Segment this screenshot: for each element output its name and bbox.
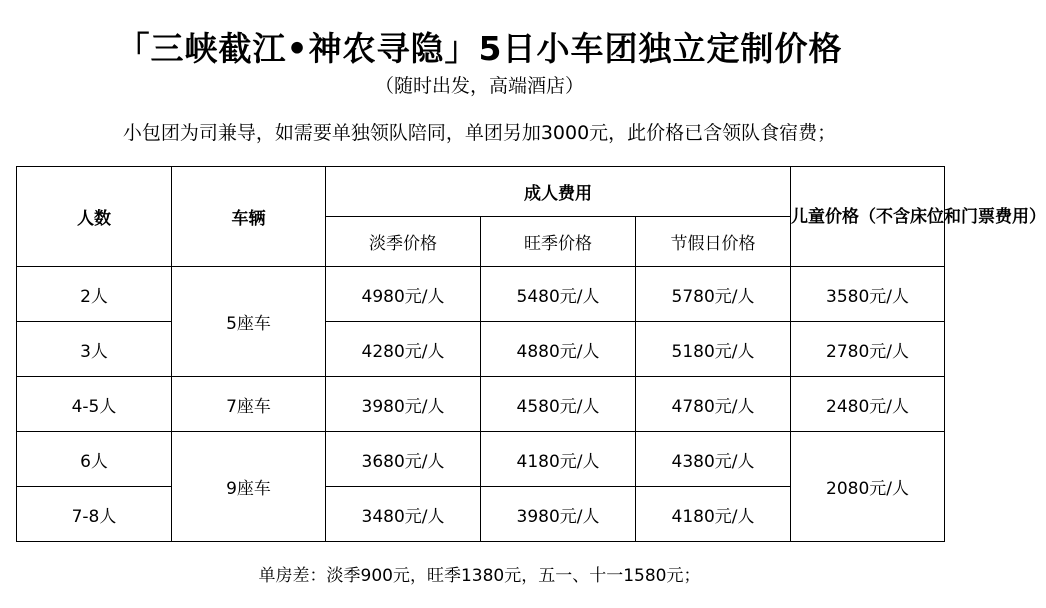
cell-low: 3980元/人 bbox=[326, 377, 481, 432]
cell-peak: 4880元/人 bbox=[481, 322, 636, 377]
single-room-note: 单房差：淡季900元，旺季1380元，五一、十一1580元； bbox=[258, 566, 701, 586]
header-peak-season: 旺季价格 bbox=[481, 217, 636, 267]
cell-peak: 4180元/人 bbox=[481, 432, 636, 487]
cell-vehicle: 9座车 bbox=[172, 432, 326, 542]
page-title: 「三峡截江•神农寻隐」5日小车团独立定制价格 bbox=[116, 29, 843, 68]
table-row bbox=[17, 432, 945, 487]
cell-people: 6人 bbox=[17, 432, 172, 487]
price-table bbox=[16, 166, 1046, 542]
header-holiday: 节假日价格 bbox=[636, 217, 791, 267]
cell-low: 4980元/人 bbox=[326, 267, 481, 322]
table-header-row bbox=[17, 167, 945, 217]
cell-holiday: 4180元/人 bbox=[636, 487, 791, 542]
table-row bbox=[17, 377, 945, 432]
cell-people: 7-8人 bbox=[17, 487, 172, 542]
cell-peak: 3980元/人 bbox=[481, 487, 636, 542]
cell-holiday: 4780元/人 bbox=[636, 377, 791, 432]
header-people: 人数 bbox=[17, 167, 172, 267]
cell-vehicle: 7座车 bbox=[172, 377, 326, 432]
cell-peak: 5480元/人 bbox=[481, 267, 636, 322]
cell-holiday: 5180元/人 bbox=[636, 322, 791, 377]
cell-low: 3480元/人 bbox=[326, 487, 481, 542]
cell-people: 2人 bbox=[17, 267, 172, 322]
cell-low: 4280元/人 bbox=[326, 322, 481, 377]
header-child-price: 儿童价格（不含床位和门票费用） bbox=[791, 167, 945, 267]
cell-child: 2480元/人 bbox=[791, 377, 945, 432]
cell-child: 3580元/人 bbox=[791, 267, 945, 322]
header-vehicle: 车辆 bbox=[172, 167, 326, 267]
guide-note: 小包团为司兼导，如需要单独领队陪同，单团另加3000元，此价格已含领队食宿费； bbox=[122, 122, 837, 144]
header-adult-cost: 成人费用 bbox=[326, 167, 791, 217]
cell-holiday: 4380元/人 bbox=[636, 432, 791, 487]
cell-child: 2780元/人 bbox=[791, 322, 945, 377]
table-row bbox=[17, 267, 945, 322]
cell-low: 3680元/人 bbox=[326, 432, 481, 487]
cell-people: 3人 bbox=[17, 322, 172, 377]
cell-child: 2080元/人 bbox=[791, 432, 945, 542]
cell-holiday: 5780元/人 bbox=[636, 267, 791, 322]
page-subtitle: （随时出发，高端酒店） bbox=[374, 75, 584, 97]
table-row bbox=[17, 322, 945, 377]
header-low-season: 淡季价格 bbox=[326, 217, 481, 267]
cell-vehicle: 5座车 bbox=[172, 267, 326, 377]
cell-peak: 4580元/人 bbox=[481, 377, 636, 432]
cell-people: 4-5人 bbox=[17, 377, 172, 432]
